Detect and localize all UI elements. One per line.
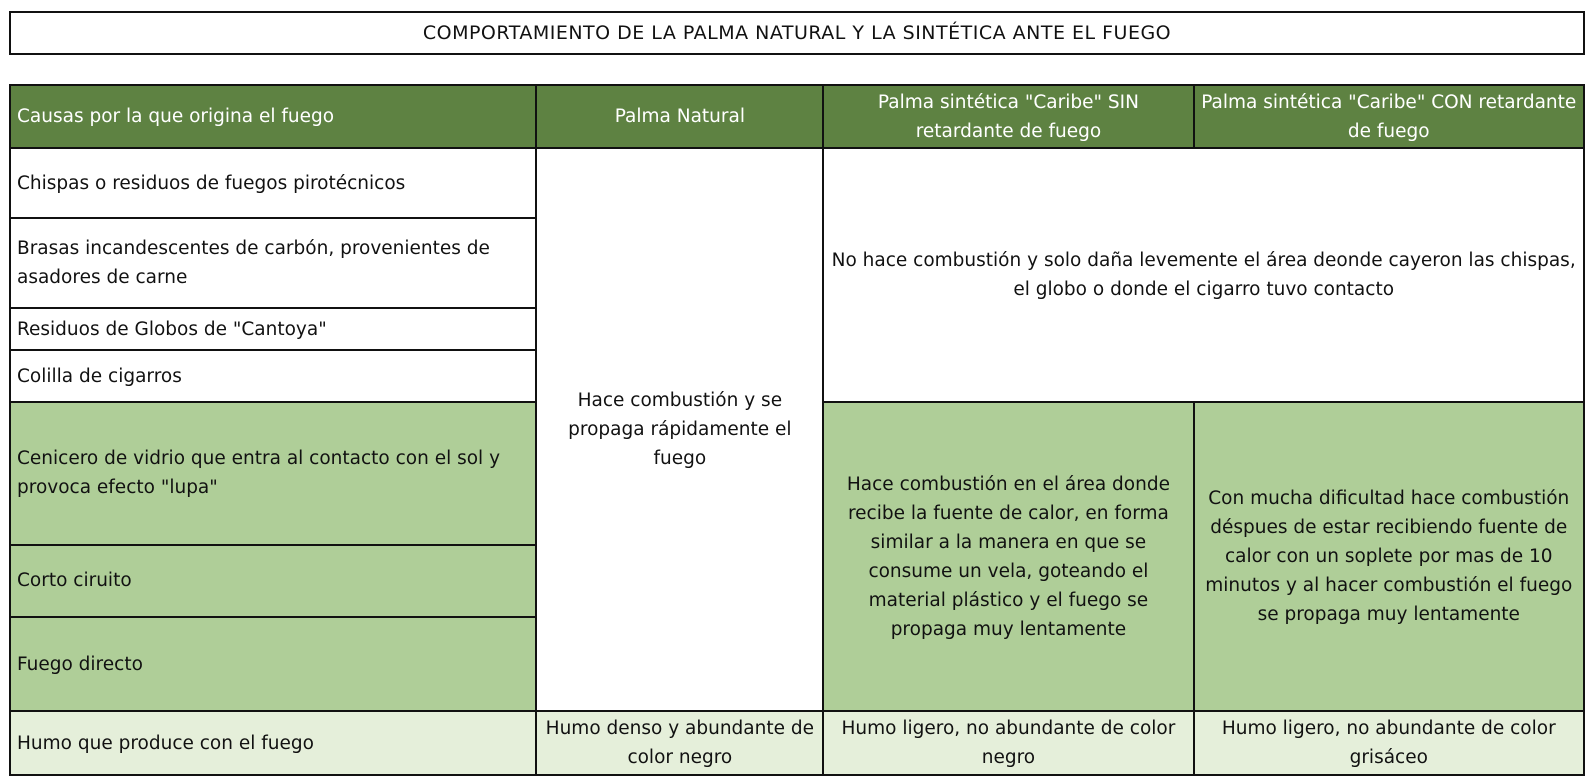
header-natural: Palma Natural	[536, 85, 823, 148]
smoke-row	[10, 711, 1584, 775]
table-row	[10, 148, 1584, 218]
page-title: COMPORTAMIENTO DE LA PALMA NATURAL Y LA SINTÉTICA ANTE EL FUEGO	[9, 11, 1585, 55]
cause-cell: Cenicero de vidrio que entra al contacto con el sol y provoca efecto "lupa"	[10, 402, 536, 544]
cause-cell: Residuos de Globos de "Cantoya"	[10, 308, 536, 350]
header-con-retardant: Palma sintética "Caribe" CON retardante de fuego	[1194, 85, 1584, 148]
cause-cell: Colilla de cigarros	[10, 350, 536, 402]
smoke-con-cell: Humo ligero, no abundante de color grisáceo	[1194, 711, 1584, 775]
header-sin-retardant: Palma sintética "Caribe" SIN retardante de fuego	[823, 85, 1193, 148]
synthetic-small-sources-cell: No hace combustión y solo daña levemente el área deonde cayeron las chispas, el globo o donde el cigarro tuvo contacto	[823, 148, 1584, 402]
smoke-sin-cell: Humo ligero, no abundante de color negro	[823, 711, 1193, 775]
smoke-label-cell: Humo que produce con el fuego	[10, 711, 536, 775]
sin-strong-sources-cell: Hace combustión en el área donde recibe la fuente de calor, en forma similar a la manera en que se consume un vela, goteando el material plástico y el fuego se propaga muy lentamente	[823, 402, 1193, 711]
cause-cell: Brasas incandescentes de carbón, provenientes de asadores de carne	[10, 218, 536, 308]
cause-cell: Chispas o residuos de fuegos pirotécnicos	[10, 148, 536, 218]
cause-cell: Fuego directo	[10, 617, 536, 711]
natural-behavior-cell: Hace combustión y se propaga rápidamente el fuego	[536, 148, 823, 711]
cause-cell: Corto ciruito	[10, 545, 536, 618]
smoke-natural-cell: Humo denso y abundante de color negro	[536, 711, 823, 775]
fire-behavior-table	[9, 84, 1585, 776]
con-strong-sources-cell: Con mucha dificultad hace combustión déspues de estar recibiendo fuente de calor con un soplete por mas de 10 minutos y al hacer combustión el fuego se propaga muy lentamente	[1194, 402, 1584, 711]
header-causes: Causas por la que origina el fuego	[10, 85, 536, 148]
header-row	[10, 85, 1584, 148]
